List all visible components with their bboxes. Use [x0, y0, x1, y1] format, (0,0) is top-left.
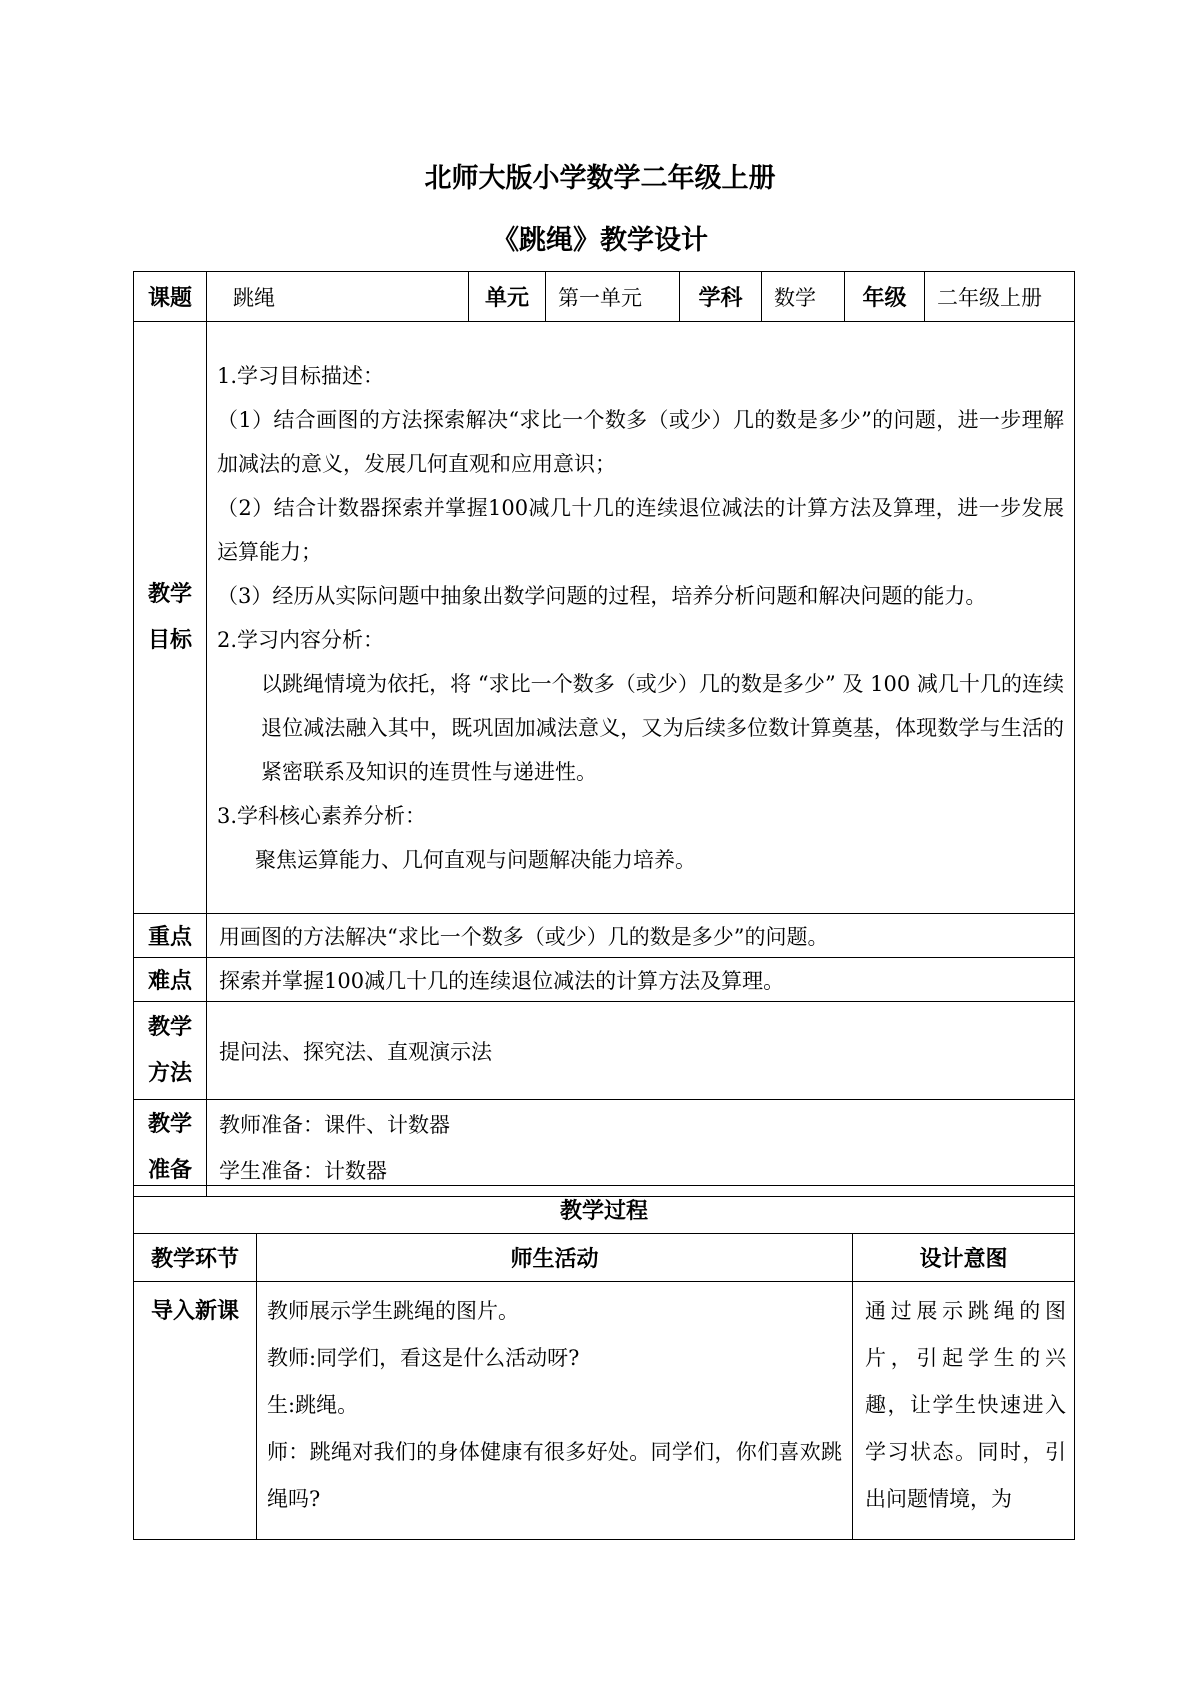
- lesson-info-table: [133, 271, 1075, 1197]
- process-title: 教学过程: [134, 1186, 1075, 1234]
- key-point-value: 用画图的方法解决“求比一个数多（或少）几的数是多少”的问题。: [207, 914, 1075, 958]
- method-row: [134, 1002, 1075, 1100]
- goal-item-1: （1）结合画图的方法探索解决“求比一个数多（或少）几的数是多少”的问题，进一步理解加减法的意义，发展几何直观和应用意识；: [217, 407, 1064, 476]
- subject-label: 学科: [680, 272, 762, 322]
- activity-line: 生:跳绳。: [267, 1393, 359, 1417]
- subject-value: 数学: [762, 272, 845, 322]
- process-row: [134, 1282, 1075, 1540]
- preparation-label: 教学 准备: [134, 1100, 207, 1197]
- method-value: 提问法、探究法、直观演示法: [207, 1002, 1075, 1100]
- stage-column-header: 教学环节: [134, 1234, 257, 1282]
- goals-content: [207, 322, 1075, 914]
- unit-label: 单元: [469, 272, 546, 322]
- activity-cell: [257, 1282, 853, 1540]
- intent-cell: 通过展示跳绳的图片，引起学生的兴趣，让学生快速进入学习状态。同时，引出问题情境，为: [853, 1282, 1075, 1540]
- key-point-row: [134, 914, 1075, 958]
- teacher-preparation: 教师准备：课件、计数器: [219, 1113, 450, 1137]
- content-analysis: 以跳绳情境为依托，将 “求比一个数多（或少）几的数是多少” 及 100 减几十几的连续退位减法融入其中，既巩固加减法意义，又为后续多位数计算奠基，体现数学与生活的紧密联系及知识的连贯性与递进性。: [261, 671, 1064, 784]
- topic-value: 跳绳: [207, 272, 469, 322]
- goal-item-2: （2）结合计数器探索并掌握100减几十几的连续退位减法的计算方法及算理，进一步发展运算能力；: [217, 495, 1064, 564]
- goals-heading-2: 2.学习内容分析：: [217, 627, 385, 652]
- stage-label: 导入新课: [134, 1282, 257, 1540]
- activity-line: 师：跳绳对我们的身体健康有很多好处。同学们，你们喜欢跳绳吗?: [267, 1440, 842, 1511]
- intent-column-header: 设计意图: [853, 1234, 1075, 1282]
- goals-label: 教学 目标: [134, 322, 207, 914]
- document-subtitle: 《跳绳》教学设计: [492, 225, 708, 256]
- preparation-row: [134, 1100, 1075, 1197]
- difficulty-label: 难点: [134, 958, 207, 1002]
- topic-label: 课题: [134, 272, 207, 322]
- activity-line: 教师:同学们，看这是什么活动呀?: [267, 1346, 580, 1370]
- difficulty-row: [134, 958, 1075, 1002]
- goals-row: [134, 322, 1075, 914]
- unit-value: 第一单元: [546, 272, 680, 322]
- student-preparation: 学生准备：计数器: [219, 1159, 387, 1183]
- goals-heading-3: 3.学科核心素养分析：: [217, 803, 427, 828]
- goal-item-3: （3）经历从实际问题中抽象出数学问题的过程，培养分析问题和解决问题的能力。: [217, 583, 987, 608]
- grade-label: 年级: [845, 272, 925, 322]
- activity-line: 教师展示学生跳绳的图片。: [267, 1299, 519, 1323]
- preparation-value: [207, 1100, 1075, 1197]
- document-title: 北师大版小学数学二年级上册: [424, 163, 776, 194]
- goals-heading-1: 1.学习目标描述：: [217, 363, 385, 388]
- grade-value: 二年级上册: [925, 272, 1075, 322]
- topic-row: [134, 272, 1075, 322]
- teaching-process-table: [133, 1185, 1075, 1540]
- method-label: 教学 方法: [134, 1002, 207, 1100]
- process-title-row: [134, 1186, 1075, 1234]
- difficulty-value: 探索并掌握100减几十几的连续退位减法的计算方法及算理。: [207, 958, 1075, 1002]
- literacy-analysis: 聚焦运算能力、几何直观与问题解决能力培养。: [255, 847, 696, 872]
- key-point-label: 重点: [134, 914, 207, 958]
- activity-column-header: 师生活动: [257, 1234, 853, 1282]
- process-header-row: [134, 1234, 1075, 1282]
